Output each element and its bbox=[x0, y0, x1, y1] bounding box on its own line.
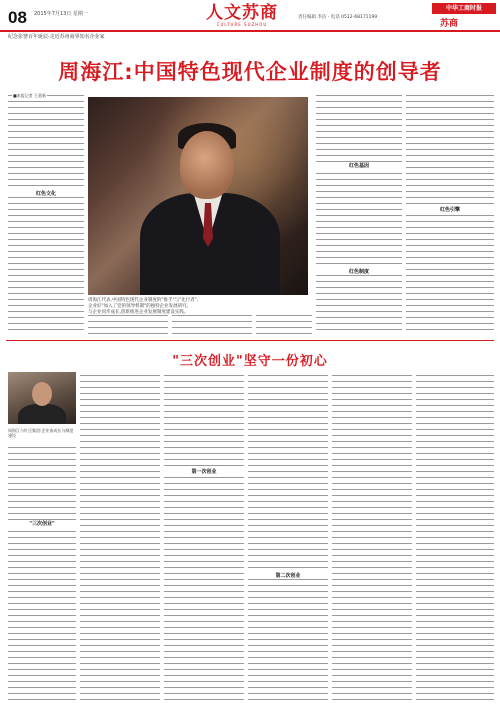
second-column-3 bbox=[164, 372, 244, 700]
second-headline: "三次创业"坚守一份初心 bbox=[172, 354, 328, 369]
secondary-photo bbox=[8, 372, 76, 424]
section-divider bbox=[6, 340, 494, 341]
article-subhead-4: 红色引擎 bbox=[406, 206, 494, 213]
editor-line: 责任编辑 李洁 · 电话 0512-68171199 bbox=[298, 15, 378, 20]
second-subhead-1: "三次创业" bbox=[8, 520, 76, 527]
article-column-5 bbox=[316, 92, 402, 332]
secondary-photo-caption: 周海江与红豆集团:企业家成长与制度建设 bbox=[8, 428, 74, 438]
article-byline: ■本报记者 王嘉新 bbox=[13, 93, 47, 98]
main-headline: 周海江:中国特色现代企业制度的创导者 bbox=[58, 60, 442, 84]
paper-name: 中华工商时报 bbox=[432, 3, 496, 14]
second-subhead-3: 第二次创业 bbox=[248, 572, 328, 579]
second-column-5 bbox=[332, 372, 412, 700]
section-tag: 苏商 bbox=[440, 19, 459, 29]
article-column-1 bbox=[8, 92, 84, 332]
second-subhead-2: 第一次创业 bbox=[164, 468, 244, 475]
article-subhead-1: 红色文化 bbox=[8, 190, 84, 197]
article-subhead-2: 红色基因 bbox=[316, 162, 402, 169]
second-column-6 bbox=[416, 372, 494, 700]
photo-caption: 周海江代表,中国特色现代企业制度的"推手"与"先行者", 企业好"加入了党的领导机制"的独特企业发展研究。 与企业同步成长,创新推进企业发展制度建设实践。 bbox=[88, 298, 199, 315]
masthead-title: 人文苏商 bbox=[206, 3, 278, 23]
masthead bbox=[192, 4, 292, 27]
article-subhead-3: 红色制度 bbox=[316, 268, 402, 275]
second-column-2 bbox=[80, 372, 160, 700]
portrait-photo bbox=[88, 97, 308, 295]
issue-date: 2015年7月13日 星期一 bbox=[34, 11, 88, 17]
second-column-4 bbox=[248, 372, 328, 700]
page-number: 08 bbox=[8, 8, 27, 27]
masthead-subtitle: CULTURE SUZHOU bbox=[216, 22, 268, 27]
column-tag: 纪念张謇百年诞辰·走近苏州商界知名企业家 bbox=[8, 34, 105, 40]
second-column-1 bbox=[8, 444, 76, 700]
